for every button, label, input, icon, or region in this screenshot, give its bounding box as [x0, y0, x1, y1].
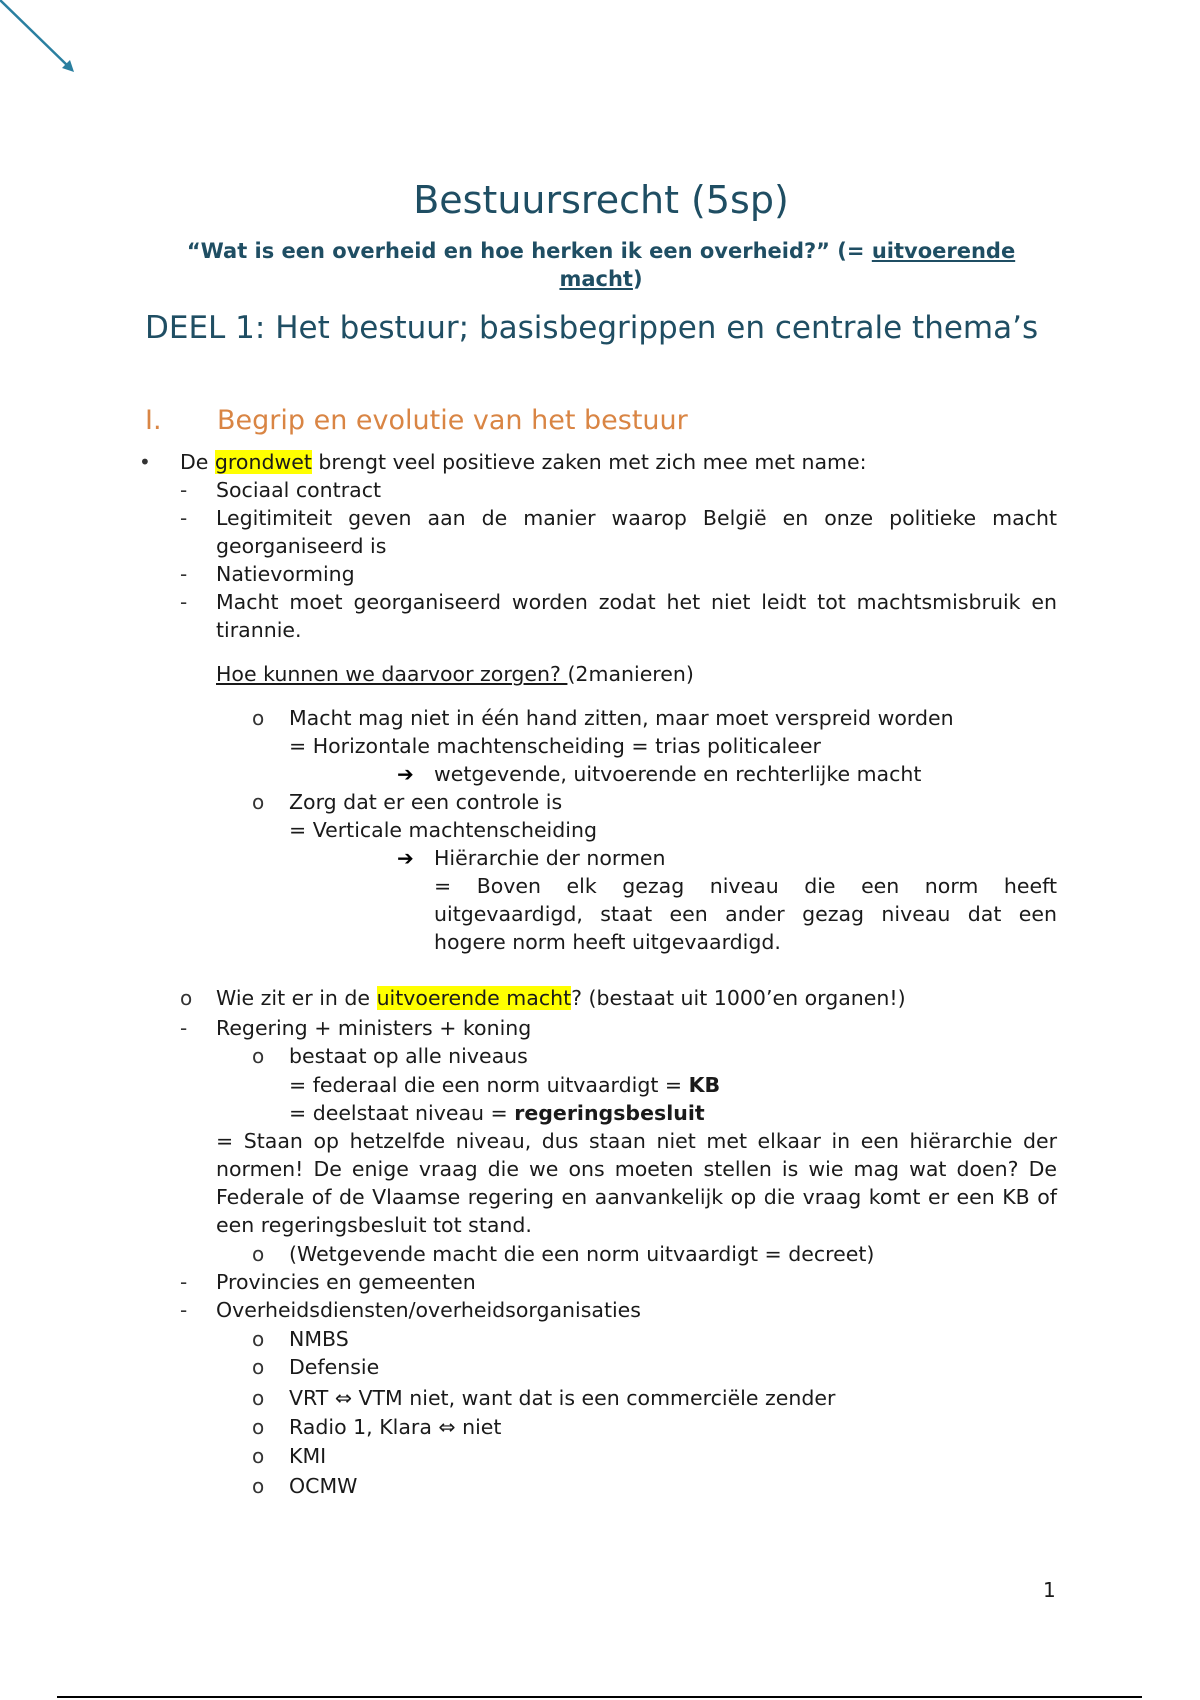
part-heading: DEEL 1: Het bestuur; basisbegrippen en centrale thema’s [145, 310, 1039, 346]
list-item: Macht moet georganiseerd worden zodat het niet leidt tot machtsmisbruik en tirannie. [216, 590, 1057, 642]
dash-icon: - [180, 478, 188, 502]
circle-bullet-icon: o [252, 1327, 265, 1351]
service-item: KMI [289, 1444, 327, 1468]
question-line [216, 660, 694, 688]
subtitle-close: ) [632, 267, 643, 291]
circle-bullet-icon: o [180, 986, 193, 1010]
page-number: 1 [1043, 1578, 1056, 1602]
same-level-paragraph: = Staan op hetzelfde niveau, dus staan niet met elkaar in een hiërarchie der normen! De enige vraag die we ons moeten stellen is wie mag wat doen? De Federale of de Vlaamse regering en aanvankelijk op die vraag komt er een KB of een regeringsbesluit tot stand. [216, 1129, 1057, 1237]
subtitle-question: “Wat is een overheid en hoe herken ik een overheid?” (= [186, 239, 872, 263]
service-item: Radio 1, Klara ⇔ niet [289, 1415, 502, 1439]
service-item: VRT ⇔ VTM niet, want dat is een commerciële zender [289, 1386, 836, 1410]
who-pre: Wie zit er in de [216, 986, 377, 1010]
intro-post: brengt veel positieve zaken met zich mee met name: [311, 450, 867, 474]
circle-bullet-icon: o [252, 1044, 265, 1068]
way1-line1: Macht mag niet in één hand zitten, maar moet verspreid worden [289, 706, 954, 730]
section-title: Begrip en evolutie van het bestuur [217, 405, 688, 436]
intro-line [180, 448, 867, 476]
dash-icon: - [180, 1270, 188, 1294]
way2-arrow-text: Hiërarchie der normen [434, 846, 666, 870]
service-item: OCMW [289, 1474, 358, 1498]
circle-bullet-icon: o [252, 1444, 265, 1468]
highlight-grondwet: grondwet [214, 450, 312, 474]
who-post: ? (bestaat uit 1000’en organen!) [571, 986, 906, 1010]
list-item: Overheidsdiensten/overheidsorganisaties [216, 1298, 641, 1322]
question-rest: (2manieren) [567, 662, 694, 686]
state-line [289, 1099, 705, 1127]
list-item: Sociaal contract [216, 478, 382, 502]
federal-bold: KB [688, 1073, 721, 1097]
list-item: Provincies en gemeenten [216, 1270, 476, 1294]
list-item: Legitimiteit geven aan de manier waarop België en onze politieke macht georganiseerd is [216, 506, 1057, 558]
who-line [216, 984, 906, 1012]
way1-line2: = Horizontale machtenscheiding = trias politicaleer [289, 734, 821, 758]
list-item: Natievorming [216, 562, 355, 586]
highlight-uitvoerende-macht: uitvoerende macht [376, 986, 572, 1010]
subtitle-underlined-term: uitvoerende macht [559, 239, 1016, 291]
service-item: Defensie [289, 1355, 380, 1379]
circle-bullet-icon: o [252, 1415, 265, 1439]
document-subtitle [155, 237, 1047, 293]
circle-bullet-icon: o [252, 706, 265, 730]
circle-bullet-icon: o [252, 790, 265, 814]
corner-arrow-icon [0, 0, 90, 90]
arrow-right-icon: ➔ [397, 762, 414, 786]
service-item: NMBS [289, 1327, 349, 1351]
section-number: I. [145, 405, 162, 436]
legislative-note: (Wetgevende macht die een norm uitvaardigt = decreet) [289, 1242, 875, 1266]
federal-line [289, 1071, 720, 1099]
bullet-icon: • [139, 450, 151, 474]
circle-bullet-icon: o [252, 1242, 265, 1266]
levels-line: bestaat op alle niveaus [289, 1044, 528, 1068]
state-bold: regeringsbesluit [514, 1101, 705, 1125]
list-item: Regering + ministers + koning [216, 1016, 532, 1040]
document-title: Bestuursrecht (5sp) [413, 178, 789, 222]
circle-bullet-icon: o [252, 1355, 265, 1379]
circle-bullet-icon: o [252, 1474, 265, 1498]
footer-rule [57, 1696, 1142, 1698]
way2-explanation: = Boven elk gezag niveau die een norm heeft uitgevaardigd, staat een ander gezag niveau dat een hogere norm heeft uitgevaardigd. [434, 874, 1057, 954]
dash-icon: - [180, 1016, 188, 1040]
federal-pre: = federaal die een norm uitvaardigt = [289, 1073, 689, 1097]
dash-icon: - [180, 562, 188, 586]
dash-icon: - [180, 590, 188, 614]
way2-line1: Zorg dat er een controle is [289, 790, 563, 814]
question-underlined: Hoe kunnen we daarvoor zorgen? [216, 662, 568, 686]
dash-icon: - [180, 1298, 188, 1322]
arrow-right-icon: ➔ [397, 846, 414, 870]
way1-arrow-text: wetgevende, uitvoerende en rechterlijke macht [434, 762, 922, 786]
dash-icon: - [180, 506, 188, 530]
way2-line2: = Verticale machtenscheiding [289, 818, 597, 842]
circle-bullet-icon: o [252, 1386, 265, 1410]
state-pre: = deelstaat niveau = [289, 1101, 515, 1125]
intro-pre: De [180, 450, 215, 474]
